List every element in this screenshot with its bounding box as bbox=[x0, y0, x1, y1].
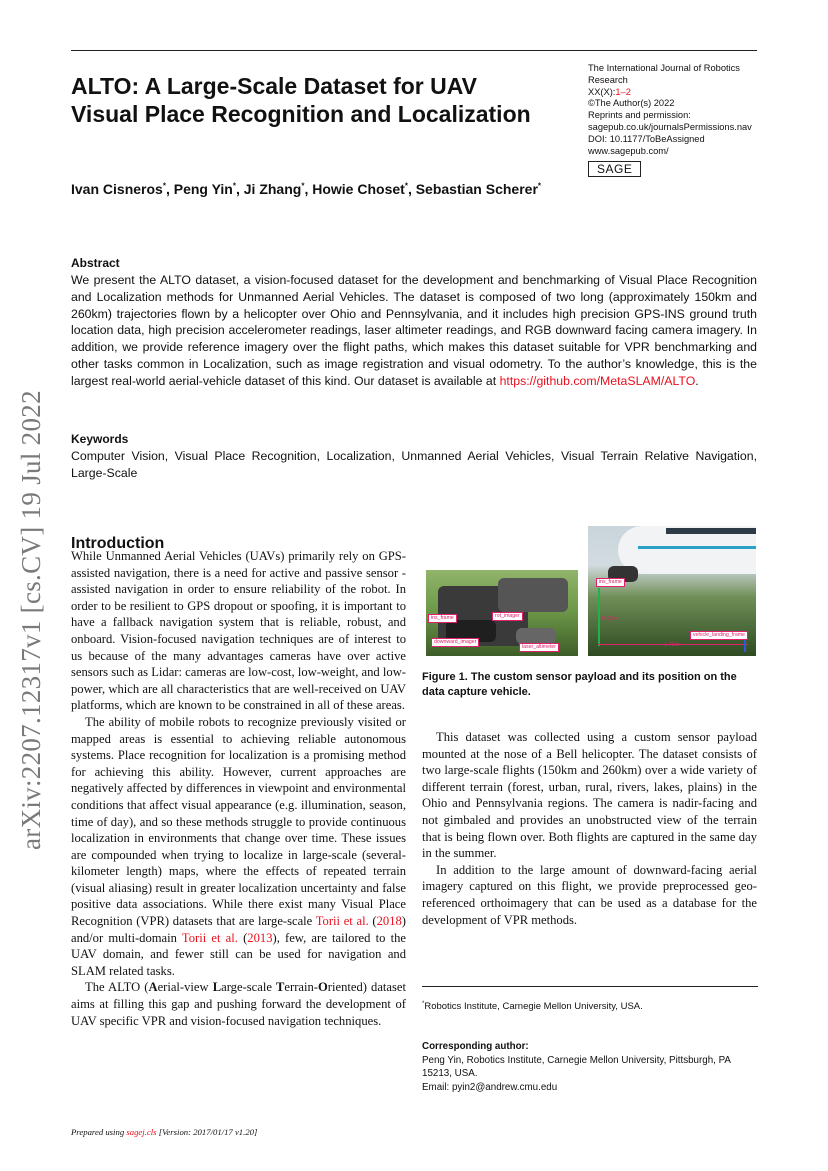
pages-link[interactable]: 1–2 bbox=[615, 86, 631, 97]
abstract-heading: Abstract bbox=[71, 256, 120, 270]
dataset-link[interactable]: https://github.com/MetaSLAM/ALTO bbox=[499, 373, 696, 388]
paragraph: This dataset was collected using a custom sensor payload mounted at the nose of a Bell helicopter. The dataset consists of two large-scale flights (150km and 260km) over a wide variety of different terrain (forest, urban, rural, rivers, lakes, plains) in the Ohio and Pennsylvania regions. The camera is nadir-facing and not gimbaled and provides an unobstructed view of the terrain that is being flown over. Both flights are captured in the same day in the summer. bbox=[422, 730, 757, 861]
paragraph: The ability of mobile robots to recognize previously visited or mapped areas is essential to achieving reliable autonomous systems. Place recognition for localization is a promising method for achieving this ability. However, current approaches are negatively affected by differences in viewpoint and environmental conditions that affect visual appearance (e.g. illumination, season, time of day), and so these methods struggle to provide continuous localization in environments that change over time. These issues are compounded when trying to localize in large-scale (several-kilometer length) maps, where the effects of repeated terrain (visual aliasing) result in greater localization uncertainty and false positive data associations. While there exist many Visual Place Recognition (VPR) datasets that are large-scale Torii et al. (2018) and/or multi-domain Torii et al. (2013), few, are tailored to the UAV domain, and fewer still can be used for navigation and SLAM related tasks. bbox=[71, 714, 407, 978]
author: Ji Zhang bbox=[243, 181, 302, 197]
corresponding-email: Email: pyin2@andrew.cmu.edu bbox=[422, 1081, 558, 1093]
paragraph: In addition to the large amount of downward-facing aerial imagery captured on this flight, we provide preprocessed geo-referenced orthoimagery that can be used as a database for the development of VPR methods. bbox=[422, 862, 757, 927]
journal-name-cont: Research bbox=[588, 74, 628, 85]
reprints-label: Reprints and permission: bbox=[588, 110, 691, 121]
journal-info bbox=[588, 63, 758, 177]
corresponding-author bbox=[422, 1040, 758, 1094]
website: www.sagepub.com/ bbox=[588, 145, 669, 156]
arxiv-stamp: arXiv:2207.12317v1 [cs.CV] 19 Jul 2022 bbox=[16, 390, 46, 850]
author: Howie Choset bbox=[312, 181, 405, 197]
citation-year-link[interactable]: 2018 bbox=[376, 914, 402, 929]
template-note: Prepared using sagej.cls [Version: 2017/01/17 v1.20] bbox=[71, 1127, 258, 1137]
author: Sebastian Scherer bbox=[415, 181, 538, 197]
citation-link[interactable]: Torii et al. bbox=[181, 930, 238, 945]
introduction-heading: Introduction bbox=[71, 535, 165, 553]
author: Ivan Cisneros bbox=[71, 181, 163, 197]
journal-volume: XX(X):1–2 bbox=[588, 86, 631, 97]
dimension-label: 1.70m bbox=[664, 642, 680, 648]
dimension-label: 0.63m bbox=[602, 616, 618, 622]
corresponding-heading: Corresponding author: bbox=[422, 1041, 529, 1052]
sensor-payload-photo bbox=[426, 570, 578, 656]
paragraph: The ALTO (Aerial-view Large-scale Terrain-Oriented) dataset aims at filling this gap and pushing forward the development of UAV specific VPR and vision-focused navigation techniques. bbox=[71, 980, 406, 1028]
figure-label: laser_altimeter bbox=[519, 643, 559, 652]
figure-caption: Figure 1. The custom sensor payload and its position on the data capture vehicle. bbox=[422, 671, 737, 698]
citation-year-link[interactable]: 2013 bbox=[247, 930, 273, 945]
doi: DOI: 10.1177/ToBeAssigned bbox=[588, 133, 705, 144]
sage-logo: SAGE bbox=[588, 161, 641, 177]
footnote-rule bbox=[422, 986, 758, 987]
paragraph: While Unmanned Aerial Vehicles (UAVs) primarily rely on GPS-assisted navigation, there is a need for active and passive sensor -assisted navigation in order to ensure reliability of the robot. In order to be resilient to GPS dropout or spoofing, it is important to have a fallback navigation system that is reliable, robust, and onboard. Vision-focused navigation techniques are of interest to us because of the many advantages cameras have over active sensors such as Lidar: cameras are low-cost, low-weight, and low-power, which are all characteristics that are well-received on UAV platforms, which are known to be constrained in all of these areas. bbox=[71, 549, 406, 713]
journal-name: The International Journal of Robotics bbox=[588, 63, 740, 73]
corresponding-text: Peng Yin, Robotics Institute, Carnegie Mellon University, Pittsburgh, PA 15213, USA. bbox=[422, 1054, 731, 1079]
helicopter-photo bbox=[588, 526, 756, 656]
left-column bbox=[71, 548, 406, 1029]
right-column bbox=[422, 729, 757, 928]
affiliation-footnote: *Robotics Institute, Carnegie Mellon University, USA. bbox=[422, 1001, 643, 1013]
paper-title: ALTO: A Large-Scale Dataset for UAV Visual Place Recognition and Localization bbox=[71, 73, 531, 127]
author-list: Ivan Cisneros*, Peng Yin*, Ji Zhang*, Howie Choset*, Sebastian Scherer* bbox=[71, 181, 542, 197]
figure-label: vehicle_landing_frame bbox=[690, 631, 748, 640]
abstract-text: We present the ALTO dataset, a vision-focused dataset for the development and benchmarking of Visual Place Recognition and Localization methods for Unmanned Aerial Vehicles. The dataset is composed of two long (approximately 150km and 260km) trajectories flown by a helicopter over Ohio and Pennsylvania, and it includes high precision GPS-INS ground truth location data, high precision accelerometer readings, laser altimeter readings, and RGB downward facing camera imagery. In addition, we provide reference imagery over the flight paths, which makes this dataset suitable for VPR benchmarking and other tasks common in Localization, such as image registration and visual odometry. To the author’s knowledge, this is the largest real-world aerial-vehicle dataset of this kind. Our dataset is available at https://github.com/MetaSLAM/ALTO. bbox=[71, 273, 757, 388]
figure-label: ins_frame bbox=[428, 614, 457, 623]
reprints-url: sagepub.co.uk/journalsPermissions.nav bbox=[588, 121, 752, 132]
author: Peng Yin bbox=[173, 181, 233, 197]
citation-link[interactable]: Torii et al. bbox=[315, 914, 369, 929]
figure-label: rot_imager bbox=[492, 612, 523, 621]
figure-label: ins_frame bbox=[596, 578, 625, 587]
cls-link[interactable]: sagej.cls bbox=[126, 1127, 157, 1137]
figure-label: downward_imager bbox=[431, 638, 479, 647]
keywords-heading: Keywords bbox=[71, 432, 129, 446]
top-rule bbox=[71, 50, 757, 51]
keywords-text: Computer Vision, Visual Place Recognition, Localization, Unmanned Aerial Vehicles, Visual Terrain Relative Navigation, Large-Scale bbox=[71, 449, 757, 480]
copyright: ©The Author(s) 2022 bbox=[588, 98, 675, 109]
